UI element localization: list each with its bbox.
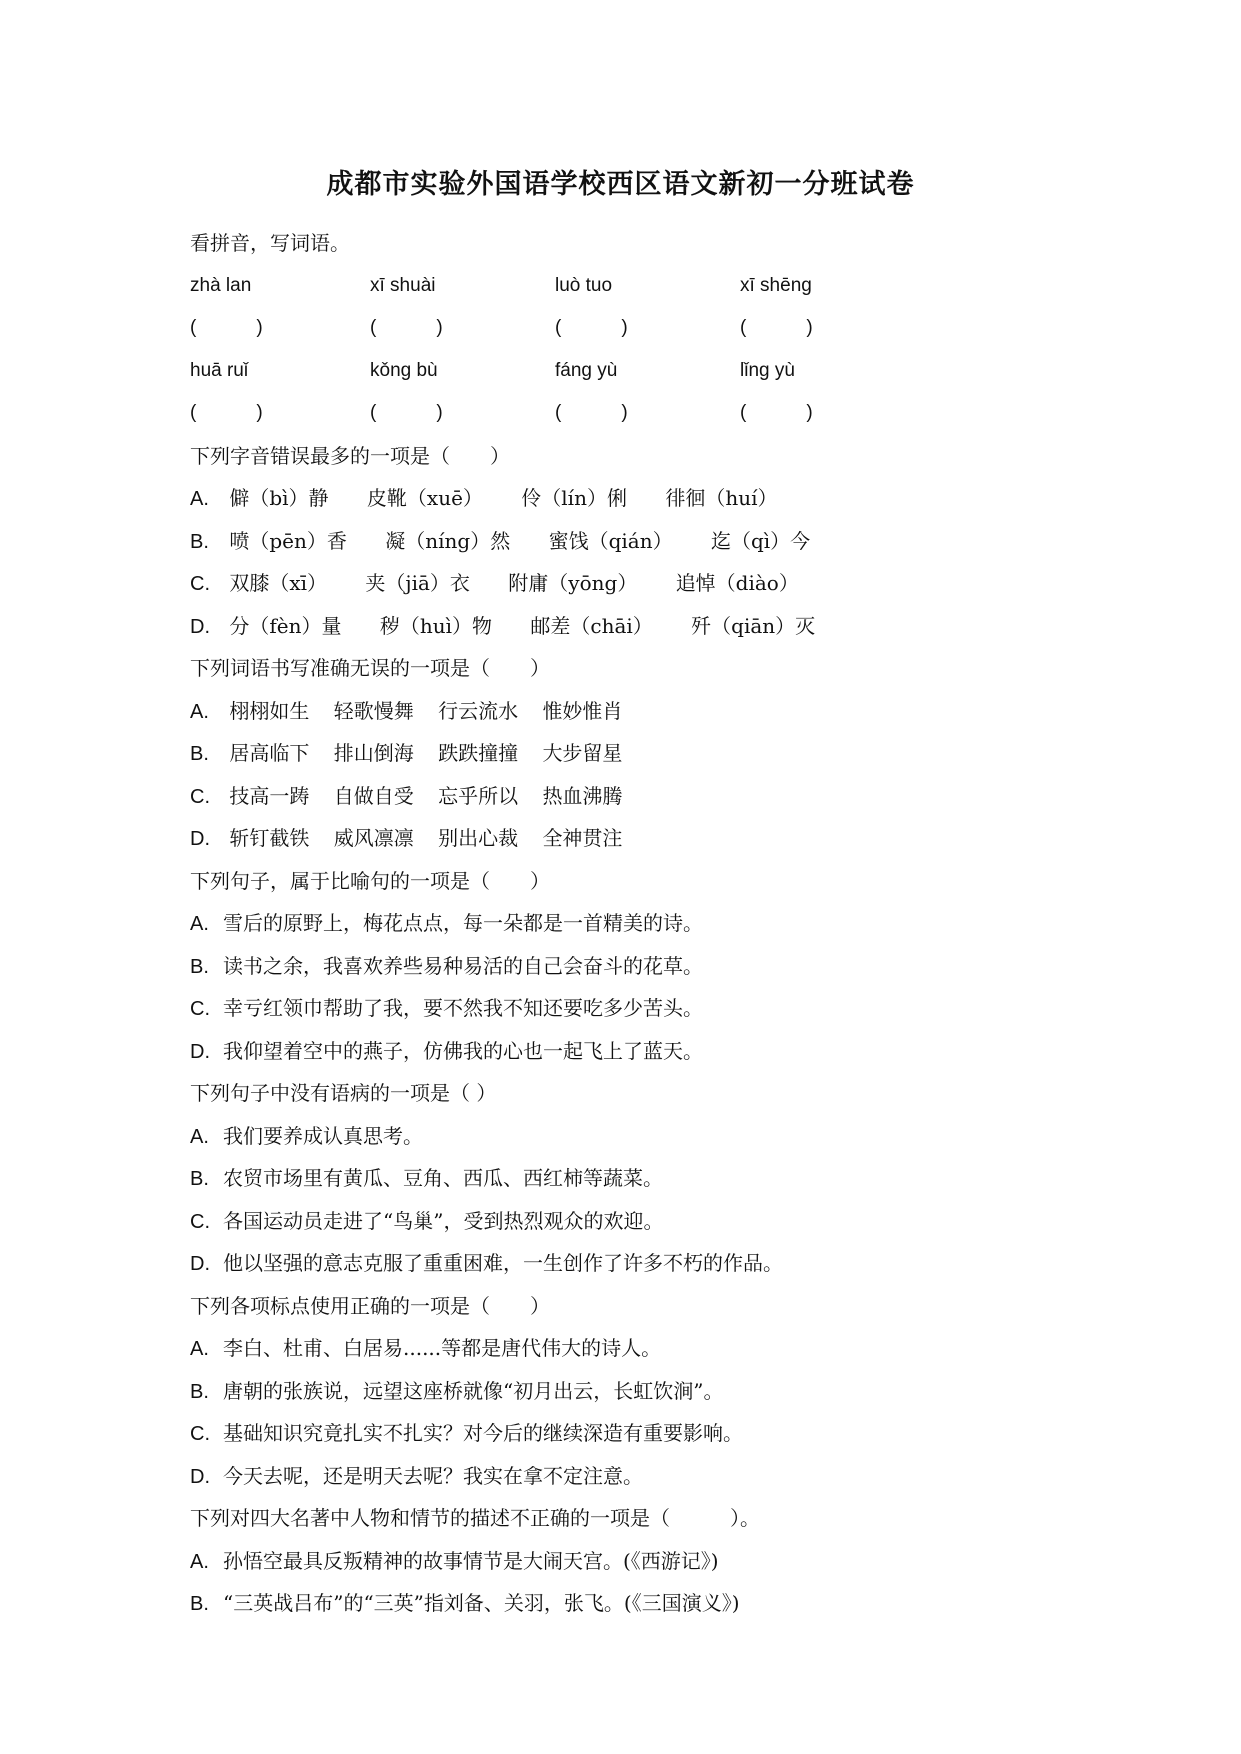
option-letter: B. bbox=[190, 1380, 209, 1403]
q2-option-b[interactable] bbox=[190, 732, 1090, 775]
option-text: 雪后的原野上，梅花点点，每一朵都是一首精美的诗。 bbox=[223, 911, 703, 935]
option-item: 附庸（yōng） bbox=[508, 571, 638, 595]
question-stem: 下列句子中没有语病的一项是（ ） bbox=[190, 1081, 497, 1105]
q1-option-a[interactable] bbox=[190, 477, 1090, 520]
option-letter: C. bbox=[190, 573, 210, 595]
option-letter: A. bbox=[190, 913, 209, 935]
option-item: 凝（níng）然 bbox=[385, 528, 511, 553]
option-letter: C. bbox=[190, 785, 210, 808]
option-letter: A. bbox=[190, 1125, 209, 1148]
option-item: 威风凛凛 bbox=[333, 826, 414, 850]
pinyin-item: luò tuo bbox=[555, 274, 613, 296]
option-letter: A. bbox=[190, 1338, 209, 1360]
option-letter: B. bbox=[190, 530, 209, 553]
pinyin-item: xī shēng bbox=[740, 274, 812, 296]
answer-blank[interactable]: ( ) bbox=[555, 402, 628, 423]
q6-option-b[interactable] bbox=[190, 1582, 1090, 1625]
option-letter: A. bbox=[190, 1550, 209, 1573]
answer-blank[interactable]: ( ) bbox=[190, 317, 263, 338]
option-item: 忘乎所以 bbox=[438, 783, 519, 808]
section1-instruction: 看拼音，写词语。 bbox=[190, 231, 350, 255]
question-stem: 下列词语书写准确无误的一项是（ ） bbox=[190, 656, 550, 680]
option-text: 孙悟空最具反叛精神的故事情节是大闹天宫。(《西游记》) bbox=[223, 1548, 719, 1573]
option-item: 惟妙惟肖 bbox=[542, 698, 623, 723]
option-item: 大步留星 bbox=[542, 741, 623, 765]
q3-option-a[interactable] bbox=[190, 902, 1090, 945]
option-text: 我们要养成认真思考。 bbox=[223, 1123, 423, 1148]
option-item: 秽（huì）物 bbox=[379, 613, 493, 638]
option-text: “三英战吕布”的“三英”指刘备、关羽，张飞。(《三国演义》) bbox=[223, 1591, 740, 1615]
option-item: 行云流水 bbox=[438, 698, 519, 723]
q5-option-d[interactable] bbox=[190, 1455, 1090, 1498]
option-item: 自做自受 bbox=[333, 783, 414, 808]
option-item: 栩栩如生 bbox=[229, 698, 310, 723]
option-text: 我仰望着空中的燕子，仿佛我的心也一起飞上了蓝天。 bbox=[223, 1038, 703, 1063]
option-text: 唐朝的张族说，远望这座桥就像“初月出云，长虹饮涧”。 bbox=[223, 1378, 724, 1403]
option-item: 邮差（chāi） bbox=[530, 613, 653, 638]
option-item: 技高一踌 bbox=[229, 783, 310, 808]
option-item: 追悼（diào） bbox=[675, 571, 799, 595]
option-item: 跌跌撞撞 bbox=[438, 741, 519, 765]
option-letter: A. bbox=[190, 488, 209, 510]
page-title: 成都市实验外国语学校西区语文新初一分班试卷 bbox=[326, 169, 915, 200]
pinyin-item: fáng yù bbox=[555, 359, 618, 381]
pinyin-item: huā ruǐ bbox=[190, 359, 249, 381]
pinyin-row-2 bbox=[190, 350, 1090, 393]
option-letter: B. bbox=[190, 1593, 209, 1615]
option-text: 李白、杜甫、白居易......等都是唐代伟大的诗人。 bbox=[223, 1336, 662, 1360]
q3-option-d[interactable] bbox=[190, 1030, 1090, 1073]
option-item: 居高临下 bbox=[229, 741, 310, 765]
answer-blanks-row-1 bbox=[190, 307, 1090, 350]
option-item: 双膝（xī） bbox=[229, 571, 328, 595]
q4-option-d[interactable] bbox=[190, 1242, 1090, 1285]
q4-option-a[interactable] bbox=[190, 1115, 1090, 1158]
answer-blank[interactable]: ( ) bbox=[740, 402, 813, 423]
q2-option-c[interactable] bbox=[190, 775, 1090, 818]
option-letter: B. bbox=[190, 955, 209, 978]
option-item: 蜜饯（qián） bbox=[548, 528, 673, 553]
option-letter: D. bbox=[190, 1253, 210, 1275]
answer-blanks-row-2 bbox=[190, 392, 1090, 435]
option-text: 今天去呢，还是明天去呢？我实在拿不定注意。 bbox=[223, 1463, 643, 1488]
answer-blank[interactable]: ( ) bbox=[190, 402, 263, 423]
option-text: 农贸市场里有黄瓜、豆角、西瓜、西红柿等蔬菜。 bbox=[223, 1166, 663, 1190]
option-letter: D. bbox=[190, 1040, 210, 1063]
option-item: 歼（qiān）灭 bbox=[691, 613, 816, 638]
option-item: 排山倒海 bbox=[333, 741, 414, 765]
q4-option-b[interactable] bbox=[190, 1157, 1090, 1200]
question-stem: 下列各项标点使用正确的一项是（ ） bbox=[190, 1293, 550, 1318]
option-item: 全神贯注 bbox=[542, 826, 623, 850]
pinyin-item: zhà lan bbox=[190, 274, 252, 296]
option-item: 斩钉截铁 bbox=[229, 826, 310, 850]
q1-option-d[interactable] bbox=[190, 605, 1090, 648]
option-letter: D. bbox=[190, 1465, 210, 1488]
answer-blank[interactable]: ( ) bbox=[740, 317, 813, 338]
option-letter: D. bbox=[190, 615, 210, 638]
option-item: 僻（bì）静 bbox=[229, 486, 329, 510]
q2-option-a[interactable] bbox=[190, 690, 1090, 733]
pinyin-item: lǐng yù bbox=[740, 359, 795, 381]
question-stem: 下列对四大名著中人物和情节的描述不正确的一项是（ ）。 bbox=[190, 1506, 760, 1530]
option-item: 轻歌慢舞 bbox=[333, 698, 414, 723]
option-text: 幸亏红领巾帮助了我，要不然我不知还要吃多少苦头。 bbox=[223, 996, 703, 1020]
option-item: 夹（jiā）衣 bbox=[365, 571, 470, 595]
option-item: 伶（lín）俐 bbox=[521, 486, 627, 510]
option-text: 读书之余，我喜欢养些易种易活的自己会奋斗的花草。 bbox=[223, 953, 703, 978]
option-item: 徘徊（huí） bbox=[665, 486, 778, 510]
question-stem: 下列句子，属于比喻句的一项是（ ） bbox=[190, 868, 550, 893]
option-letter: B. bbox=[190, 1168, 209, 1190]
pinyin-item: xī shuài bbox=[370, 274, 436, 296]
q5-option-b[interactable] bbox=[190, 1370, 1090, 1413]
pinyin-item: kǒng bù bbox=[370, 359, 438, 381]
option-text: 各国运动员走进了“鸟巢”，受到热烈观众的欢迎。 bbox=[223, 1208, 664, 1233]
q3-option-b[interactable] bbox=[190, 945, 1090, 988]
option-text: 基础知识究竟扎实不扎实？对今后的继续深造有重要影响。 bbox=[223, 1421, 743, 1445]
q1-option-c[interactable] bbox=[190, 562, 1090, 605]
option-letter: C. bbox=[190, 998, 210, 1020]
answer-blank[interactable]: ( ) bbox=[370, 317, 443, 338]
option-letter: A. bbox=[190, 700, 209, 723]
option-item: 迄（qì）今 bbox=[710, 528, 811, 553]
q3-option-c[interactable] bbox=[190, 987, 1090, 1030]
option-letter: C. bbox=[190, 1210, 210, 1233]
pinyin-row-1 bbox=[190, 265, 1090, 308]
answer-blank[interactable]: ( ) bbox=[555, 317, 628, 338]
option-item: 热血沸腾 bbox=[542, 783, 623, 808]
q6-option-a[interactable] bbox=[190, 1540, 1090, 1583]
answer-blank[interactable]: ( ) bbox=[370, 402, 443, 423]
exam-content bbox=[190, 222, 1090, 1625]
q4-option-c[interactable] bbox=[190, 1200, 1090, 1243]
option-letter: B. bbox=[190, 743, 209, 765]
q1-option-b[interactable] bbox=[190, 520, 1090, 563]
option-item: 别出心裁 bbox=[438, 826, 519, 850]
question-stem: 下列字音错误最多的一项是（ ） bbox=[190, 443, 510, 468]
option-item: 皮靴（xuē） bbox=[366, 486, 483, 510]
q5-option-a[interactable] bbox=[190, 1327, 1090, 1370]
q2-option-d[interactable] bbox=[190, 817, 1090, 860]
option-item: 喷（pēn）香 bbox=[229, 528, 347, 553]
option-letter: C. bbox=[190, 1423, 210, 1445]
option-letter: D. bbox=[190, 828, 210, 850]
q5-option-c[interactable] bbox=[190, 1412, 1090, 1455]
option-item: 分（fèn）量 bbox=[229, 613, 342, 638]
option-text: 他以坚强的意志克服了重重困难，一生创作了许多不朽的作品。 bbox=[223, 1251, 783, 1275]
